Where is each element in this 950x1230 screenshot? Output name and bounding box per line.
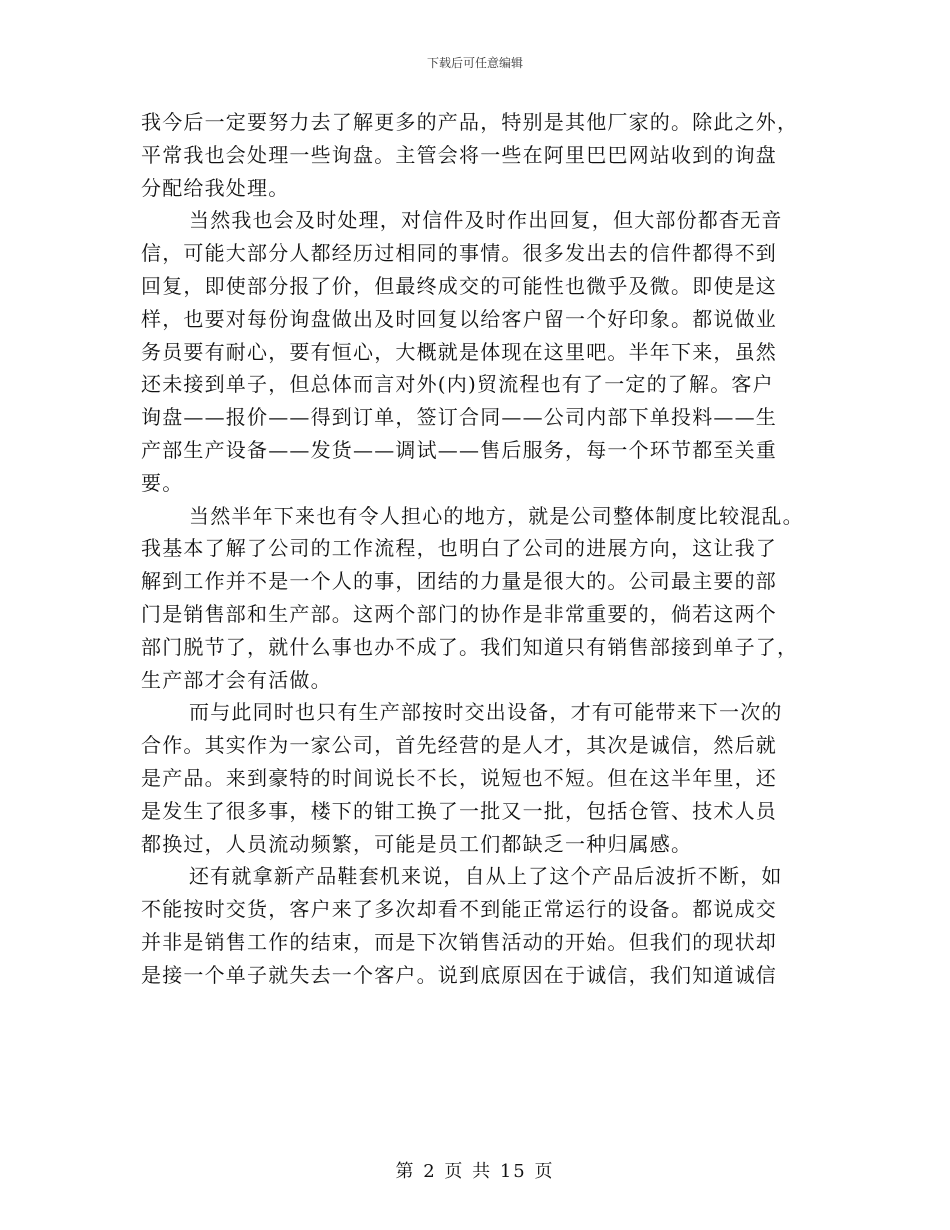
text-line: 门是销售部和生产部。这两个部门的协作是非常重要的，倘若这两个 <box>141 601 777 626</box>
text-line: 不能按时交货，客户来了多次却看不到能正常运行的设备。都说成交 <box>141 897 777 922</box>
text-line: 分配给我处理。 <box>141 175 290 200</box>
text-line: 生产部才会有活做。 <box>141 667 332 692</box>
text-line: 我今后一定要努力去了解更多的产品，特别是其他厂家的。除此之外， <box>141 110 799 134</box>
text-line: 要。 <box>141 470 184 495</box>
text-line: 是发生了很多事，楼下的钳工换了一批又一批，包括仓管、技术人员 <box>141 798 777 823</box>
text-line: 并非是销售工作的结束，而是下次销售活动的开始。但我们的现状却 <box>141 929 777 954</box>
document-body <box>141 106 809 992</box>
page-header: 下载后可任意编辑 <box>426 56 523 70</box>
text-line: 都换过，人员流动频繁，可能是员工们都缺乏一种归属感。 <box>141 831 693 856</box>
text-line: 合作。其实作为一家公司，首先经营的是人才，其次是诚信，然后就 <box>141 733 777 758</box>
text-line: 样，也要对每份询盘做出及时回复以给客户留一个好印象。都说做业 <box>141 306 777 331</box>
text-line: 而与此同时也只有生产部按时交出设备，才有可能带来下一次的 <box>189 700 783 725</box>
text-line: 询盘——报价——得到订单，签订合同——公司内部下单投料——生 <box>141 405 777 430</box>
text-line: 平常我也会处理一些询盘。主管会将一些在阿里巴巴网站收到的询盘 <box>141 142 777 167</box>
text-line: 是产品。来到豪特的时间说长不长，说短也不短。但在这半年里，还 <box>141 765 777 790</box>
text-line: 还有就拿新产品鞋套机来说，自从上了这个产品后波折不断，如 <box>189 864 783 889</box>
text-line: 产部生产设备——发货——调试——售后服务，每一个环节都至关重 <box>141 437 777 462</box>
text-line: 解到工作并不是一个人的事，团结的力量是很大的。公司最主要的部 <box>141 569 777 594</box>
text-line: 还未接到单子，但总体而言对外(内)贸流程也有了一定的了解。客户 <box>141 372 774 397</box>
text-line: 我基本了解了公司的工作流程，也明白了公司的进展方向，这让我了 <box>141 536 777 561</box>
text-line: 是接一个单子就失去一个客户。说到底原因在于诚信，我们知道诚信 <box>141 962 777 987</box>
text-line: 当然半年下来也有令人担心的地方，就是公司整体制度比较混乱。 <box>189 503 804 528</box>
text-line: 务员要有耐心，要有恒心，大概就是体现在这里吧。半年下来，虽然 <box>141 339 777 364</box>
text-line: 信，可能大部分人都经历过相同的事情。很多发出去的信件都得不到 <box>141 241 777 266</box>
text-line: 当然我也会及时处理，对信件及时作出回复，但大部份都杳无音 <box>189 208 783 233</box>
page-number-footer: 第 2 页 共 15 页 <box>395 1161 555 1182</box>
text-line: 部门脱节了，就什么事也办不成了。我们知道只有销售部接到单子了， <box>141 634 799 659</box>
text-line: 回复，即使部分报了价，但最终成交的可能性也微乎及微。即使是这 <box>141 273 777 298</box>
